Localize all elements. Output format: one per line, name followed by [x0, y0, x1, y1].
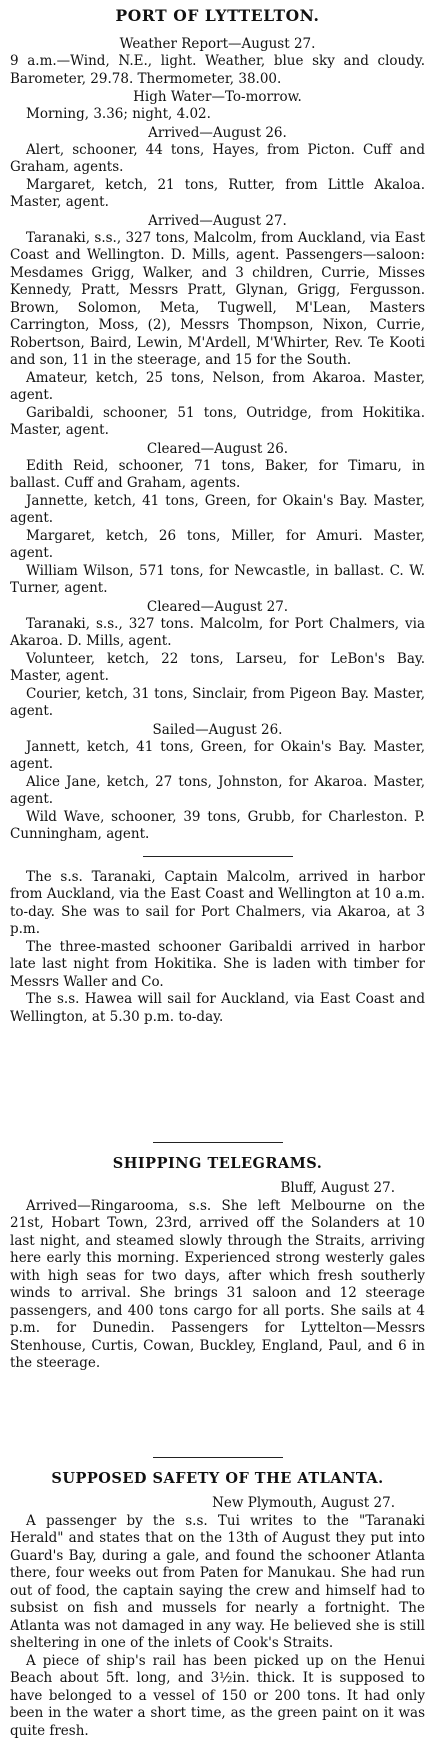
clearance-entry: Edith Reid, schooner, 71 tons, Baker, for Timaru, in ballast. Cuff and Graham, agents. — [10, 458, 425, 493]
arrived-26-heading: Arrived—August 26. — [10, 124, 425, 142]
sailing-entry: Wild Wave, schooner, 39 tons, Grubb, for Charleston. P. Cunningham, agent. — [10, 809, 425, 844]
clearance-entry: Taranaki, s.s., 327 tons. Malcolm, for Port Chalmers, via Akaroa. D. Mills, agent. — [10, 616, 425, 651]
port-of-lyttelton-section — [10, 6, 425, 1130]
harbor-note: The s.s. Taranaki, Captain Malcolm, arrived in harbor from Auckland, via the East Coast and Wellington at 10 a.m. to-day. She was to sail for Port Chalmers, via Akaroa, at 3 p.m. — [10, 869, 425, 939]
atlanta-paragraph: A piece of ship's rail has been picked up on the Henui Beach about 5ft. long, and 3½in. thick. It is supposed to have belonged to a vessel of 150 or 200 tons. It had only been in the water a short time, as the green paint on it was quite fresh. — [10, 1653, 425, 1740]
high-water-times: Morning, 3.36; night, 4.02. — [10, 106, 425, 124]
clearance-entry: Volunteer, ketch, 22 tons, Larseu, for LeBon's Bay. Master, agent. — [10, 651, 425, 686]
arrival-entry: Alert, schooner, 44 tons, Hayes, from Picton. Cuff and Graham, agents. — [10, 142, 425, 177]
arrival-entry: Amateur, ketch, 25 tons, Nelson, from Akaroa. Master, agent. — [10, 370, 425, 405]
atlanta-title: SUPPOSED SAFETY OF THE ATLANTA. — [10, 1470, 425, 1487]
sailed-26-heading: Sailed—August 26. — [10, 721, 425, 739]
divider — [153, 1142, 283, 1143]
divider — [143, 856, 293, 857]
telegrams-title: SHIPPING TELEGRAMS. — [10, 1155, 425, 1172]
high-water-heading: High Water—To-morrow. — [10, 88, 425, 106]
harbor-note: The three-masted schooner Garibaldi arrived in harbor late last night from Hokitika. She is laden with timber for Messrs Waller and Co. — [10, 939, 425, 992]
cleared-27-heading: Cleared—August 27. — [10, 598, 425, 616]
atlanta-section — [10, 1470, 425, 1740]
atlanta-paragraph: A passenger by the s.s. Tui writes to the "Taranaki Herald" and states that on the 13th of August they put into Guard's Bay, during a gale, and found the schooner Atlanta there, four weeks out from Paten for Manukau. She had run out of food, the captain saying the crew and himself had to subsist on fish and mussels for nearly a fortnight. The Atlanta was not damaged in any way. He believed she is still sheltering in one of the inlets of Cook's Straits. — [10, 1513, 425, 1653]
arrived-27-heading: Arrived—August 27. — [10, 212, 425, 230]
harbor-note: The s.s. Hawea will sail for Auckland, via East Coast and Wellington, at 5.30 p.m. to-day. — [10, 991, 425, 1026]
clearance-entry: Margaret, ketch, 26 tons, Miller, for Amuri. Master, agent. — [10, 528, 425, 563]
sailing-entry: Alice Jane, ketch, 27 tons, Johnston, for Akaroa. Master, agent. — [10, 774, 425, 809]
sailing-entry: Jannett, ketch, 41 tons, Green, for Okain's Bay. Master, agent. — [10, 739, 425, 774]
divider — [153, 1457, 283, 1458]
telegram-dateline: Bluff, August 27. — [10, 1180, 425, 1198]
clearance-entry: Courier, ketch, 31 tons, Sinclair, from Pigeon Bay. Master, agent. — [10, 686, 425, 721]
weather-heading: Weather Report—August 27. — [10, 35, 425, 53]
arrival-entry: Garibaldi, schooner, 51 tons, Outridge, from Hokitika. Master, agent. — [10, 405, 425, 440]
clearance-entry: Jannette, ketch, 41 tons, Green, for Okain's Bay. Master, agent. — [10, 493, 425, 528]
atlanta-dateline: New Plymouth, August 27. — [10, 1495, 425, 1513]
clearance-entry: William Wilson, 571 tons, for Newcastle, in ballast. C. W. Turner, agent. — [10, 563, 425, 598]
arrival-entry: Margaret, ketch, 21 tons, Rutter, from Little Akaloa. Master, agent. — [10, 177, 425, 212]
cleared-26-heading: Cleared—August 26. — [10, 440, 425, 458]
weather-report: 9 a.m.—Wind, N.E., light. Weather, blue sky and cloudy. Barometer, 29.78. Thermometer, 38.00. — [10, 53, 425, 88]
shipping-telegrams-section — [10, 1155, 425, 1445]
arrival-entry: Taranaki, s.s., 327 tons, Malcolm, from Auckland, via East Coast and Wellington. D. Mills, agent. Passengers—saloon: Mesdames Grigg, Walker, and 3 children, Currie, Misses Kennedy, Pratt, Messrs Pratt, Glynan, Grigg, Fergusson. Brown, Solomon, Meta, Tugwell, M'Lean, Masters Carrington, Moss, (2), Messrs Thompson, Nixon, Currie, Robertson, Baird, Lewin, M'Ardell, M'Whirter, Rev. Te Kooti and son, 11 in the steerage, and 15 for the South. — [10, 230, 425, 370]
telegram-body: Arrived—Ringarooma, s.s. She left Melbourne on the 21st, Hobart Town, 23rd, arrived off the Solanders at 10 last night, and steamed slowly through the Straits, arriving here early this morning. Experienced strong westerly gales with high seas for two days, after which fresh southerly winds to arrival. She brings 31 saloon and 12 steerage passengers, and 400 tons cargo for all ports. She sails at 4 p.m. for Dunedin. Passengers for Lyttelton—Messrs Stenhouse, Curtis, Cowan, Buckley, England, Paul, and 6 in the steerage. — [10, 1198, 425, 1373]
port-title: PORT OF LYTTELTON. — [10, 6, 425, 25]
